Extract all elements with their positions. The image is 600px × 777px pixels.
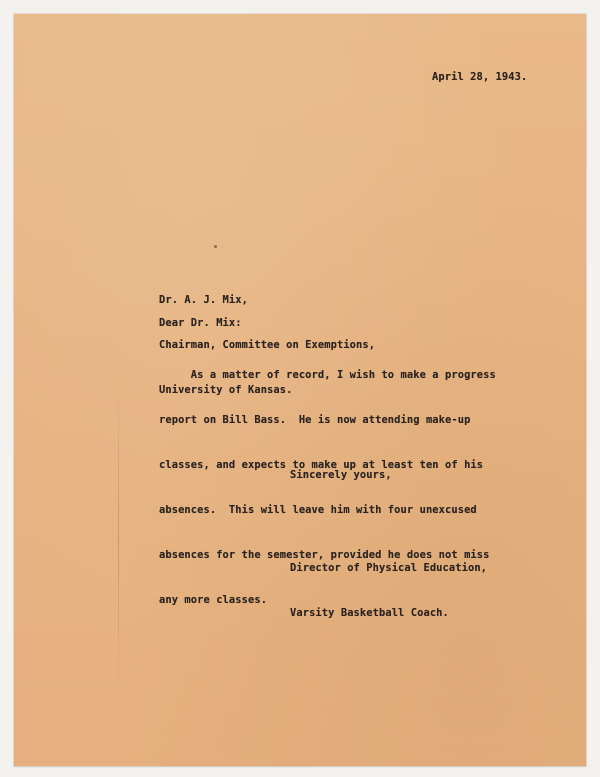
body-line: any more classes. [159, 594, 268, 606]
signature-block [290, 531, 487, 651]
salutation: Dear Dr. Mix: [159, 317, 242, 329]
addressee-line: Chairman, Committee on Exemptions, [159, 339, 376, 351]
ink-spot [214, 245, 217, 248]
body-line: report on Bill Bass. He is now attending make-up [159, 414, 471, 426]
addressee-line: University of Kansas. [159, 384, 293, 396]
body-line: As a matter of record, I wish to make a progress [159, 369, 496, 381]
signature-line: Director of Physical Education, [290, 562, 488, 574]
body-line: classes, and expects to make up at least ten of his [159, 459, 484, 471]
signature-line: Varsity Basketball Coach. [290, 607, 449, 619]
closing: Sincerely yours, [290, 469, 392, 481]
letter-page [14, 14, 586, 766]
body-line: absences. This will leave him with four unexcused [159, 504, 477, 516]
paper-fold-mark [118, 374, 119, 704]
body-line: absences for the semester, provided he does not miss [159, 549, 490, 561]
letter-date: April 28, 1943. [432, 71, 528, 83]
addressee-line: Dr. A. J. Mix, [159, 294, 248, 306]
